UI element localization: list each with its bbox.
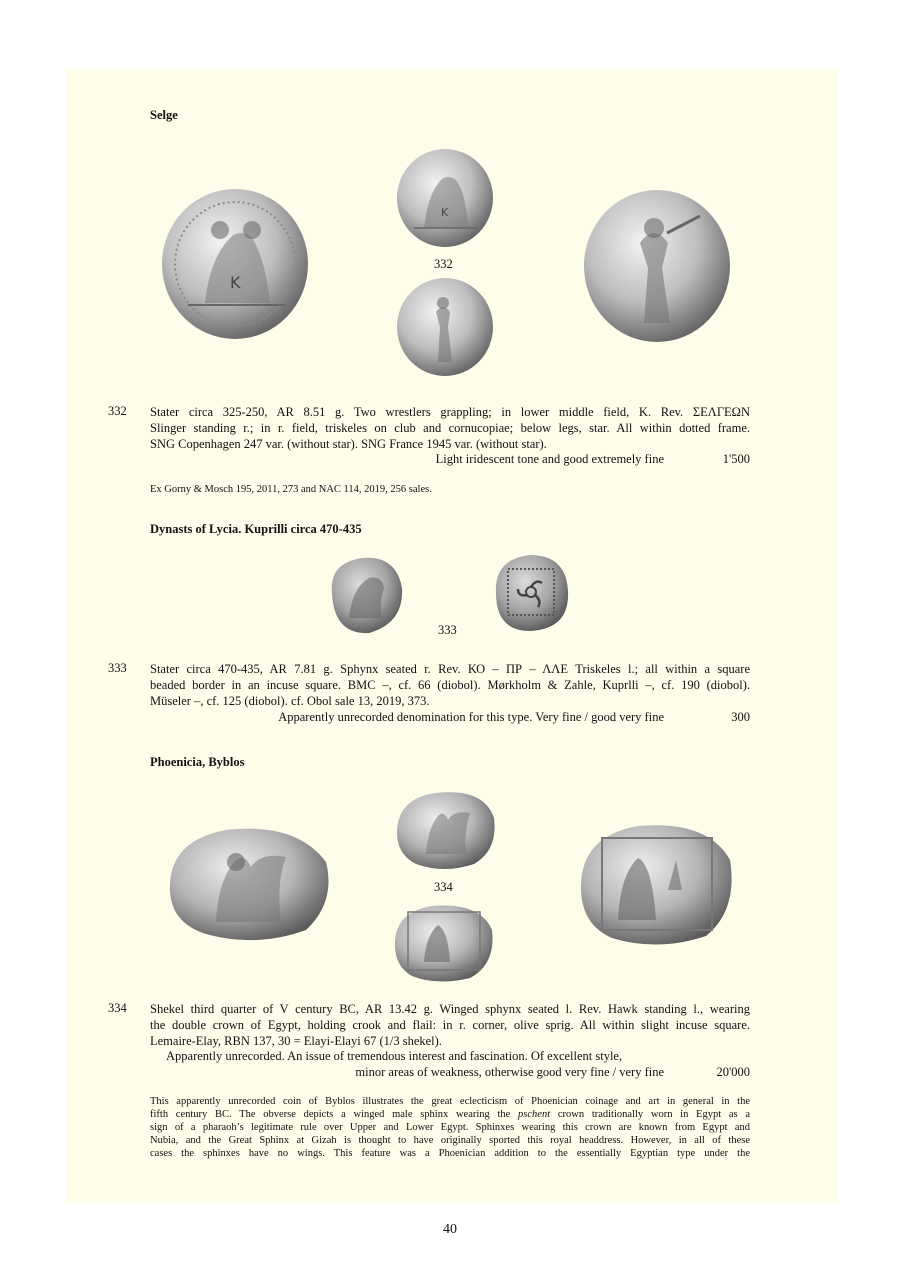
lot-description-334 (150, 1001, 750, 1049)
essay-line-with-italic: fifth century BC. The obverse depicts a winged male sphinx wearing the pschent crown traditionally worn in Egypt as a (150, 1109, 750, 1120)
lot-condition-333: Apparently unrecorded denomination for this type. Very fine / good very fine (278, 710, 664, 724)
lot-description-line: Lemaire-Elay, RBN 137, 30 = Elayi-Elayi 67 (1/3 shekel). (150, 1034, 442, 1048)
lot-description-line: Slinger standing r.; in r. field, triskeles on club and cornucopiae; below legs, star. All within dotted frame. (150, 421, 750, 435)
page-number: 40 (443, 1222, 457, 1237)
coin-image-333-reverse (490, 551, 572, 635)
essay-line: This apparently unrecorded coin of Byblos illustrates the great eclecticism of Phoenician coinage and art in general in the (150, 1096, 750, 1107)
coin-image-334-obverse-large (166, 822, 334, 946)
lot-condition-332: Light iridescent tone and good extremely fine (435, 452, 664, 466)
svg-text:K: K (230, 273, 241, 292)
coin-caption-333: 333 (438, 623, 457, 637)
coin-image-333-obverse (324, 553, 406, 637)
lot-description-333 (150, 661, 750, 709)
coin-image-334-reverse-large (578, 820, 734, 950)
lot-description-line: Müseler –, cf. 125 (diobol). cf. Obol sale 13, 2019, 373. (150, 694, 430, 708)
svg-text:K: K (441, 206, 449, 219)
coin-image-332-reverse-large (582, 188, 732, 344)
section-heading-lycia: Dynasts of Lycia. Kuprilli circa 470-435 (150, 522, 362, 536)
essay-italic-term: pschent (518, 1109, 551, 1120)
essay-line: cases the sphinxes have no wings. This feature was a Phoenician addition to the essentially Egyptian type under the (150, 1148, 750, 1159)
coin-image-332-obverse-large (160, 188, 310, 340)
essay-line: sign of a pharaoh’s legitimate rule over Upper and Lower Egypt. Sphinxes wearing this crown are known from Egypt and (150, 1122, 750, 1133)
lot-price-334: 20'000 (716, 1065, 750, 1079)
lot-number-332: 332 (108, 404, 127, 418)
coin-caption-332: 332 (434, 257, 453, 271)
lot-description-line: Stater circa 325-250, AR 8.51 g. Two wrestlers grappling; in lower middle field, K. Rev. ΣΕΛΓΕΩΝ (150, 405, 750, 419)
lot-number-334: 334 (108, 1001, 127, 1015)
coin-image-332-obverse-small (396, 148, 494, 248)
lot-provenance-332: Ex Gorny & Mosch 195, 2011, 273 and NAC 114, 2019, 256 sales. (150, 484, 432, 495)
coin-caption-334: 334 (434, 880, 453, 894)
lot-price-333: 300 (731, 710, 750, 724)
essay-line: Nubia, and the Great Sphinx at Gizah is thought to have originally sported this royal headdress. However, in all of these (150, 1135, 750, 1146)
lot-essay-334 (150, 1095, 750, 1160)
coin-image-332-reverse-small (396, 277, 494, 377)
lot-condition-334-line1: Apparently unrecorded. An issue of tremendous interest and fascination. Of excellent style, (166, 1049, 623, 1063)
lot-description-line: the double crown of Egypt, holding crook and flail: in r. corner, olive sprig. All within slight incuse square. (150, 1018, 750, 1032)
section-heading-selge: Selge (150, 108, 178, 122)
lot-condition-334-line2: minor areas of weakness, otherwise good very fine / very fine (355, 1065, 664, 1079)
lot-description-line: SNG Copenhagen 247 var. (without star). SNG France 1945 var. (without star). (150, 437, 547, 451)
lot-description-line: Shekel third quarter of V century BC, AR 13.42 g. Winged sphynx seated l. Rev. Hawk standing l., wearing (150, 1002, 750, 1016)
lot-description-332 (150, 404, 750, 452)
coin-image-334-reverse-small (392, 900, 496, 984)
lot-description-line: Stater circa 470-435, AR 7.81 g. Sphynx seated r. Rev. ΚΟ – ΠΡ – ΛΛΕ Triskeles l.; all within a square (150, 662, 750, 676)
lot-price-332: 1'500 (722, 452, 750, 466)
coin-image-334-obverse-small (394, 788, 498, 872)
section-heading-byblos: Phoenicia, Byblos (150, 755, 245, 769)
lot-description-line: beaded border in an incuse square. BMC –, cf. 66 (diobol). Mørkholm & Zahle, Kuprlli –, cf. 190 (diobol). (150, 678, 750, 692)
lot-number-333: 333 (108, 661, 127, 675)
